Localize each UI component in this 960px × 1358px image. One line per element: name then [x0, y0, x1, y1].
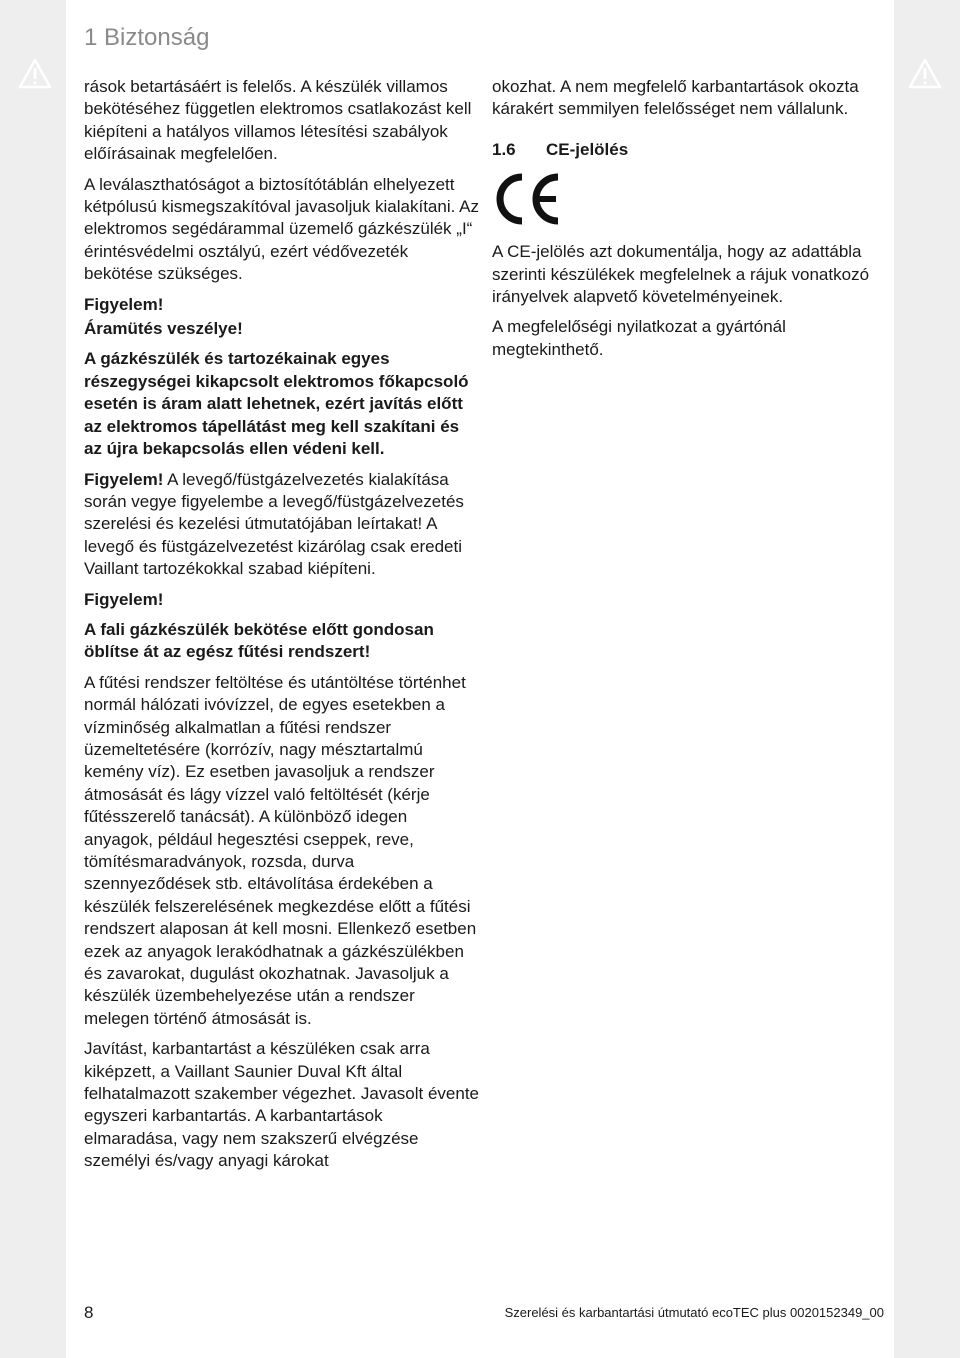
section-heading	[492, 139, 884, 161]
warning-triangle-icon	[18, 58, 52, 90]
warning-label: Figyelem!	[84, 294, 164, 314]
left-text-column	[84, 76, 480, 1181]
left-margin-band	[0, 0, 66, 1358]
paragraph: A megfelelőségi nyilatkozat a gyártónál megtekinthető.	[492, 317, 786, 359]
page-header-title: 1 Biztonság	[84, 24, 210, 51]
warning-triangle-icon	[908, 58, 942, 90]
warning-label: Figyelem!	[84, 589, 164, 609]
paragraph: A CE-jelölés azt dokumentálja, hogy az adattábla szerinti készülékek megfelelnek a rájuk vonatkozó irányelvek alapvető követelményeinek.	[492, 242, 870, 307]
paragraph: rások betartásáért is felelős. A készülék villamos bekötéséhez független elektromos csatlakozást kell kiépíteni a hatályos villamos létesítési szabályok előírásainak megfelelően.	[84, 77, 472, 164]
paragraph-text: A levegő/füstgázelvezetés kialakítása során vegye figyelembe a levegő/füstgázelvezetés szerelési és kezelési útmutatójában leírtakat! A levegő és füstgázelvezetést kizárólag csak eredeti Vaillant tartozékokkal szabad kiépíteni.	[84, 469, 464, 579]
page-number: 8	[84, 1303, 94, 1322]
paragraph: A fűtési rendszer feltöltése és utántöltése történhet normál hálózati ivóvízzel, de egyes esetekben a vízminőség alkalmatlan a fűtési rendszer üzemeltetésére (korrózív, nagy mésztartalmú kemény víz). Ez esetben javasoljuk a rendszer átmosását és lágy vízzel való feltöltését (kérje fűtésszerelő tanácsát). A különböző idegen anyagok, például hegesztési cseppek, reve, tömítésmaradványok, rozsda, durva szennyeződések stb. eltávolítása érdekében a készülék felszerelésének megkezdése előtt a fűtési rendszert alaposan át kell mosni. Ellenkező esetben ezek az anyagok lerakódhatnak a gázkészülékben és zavarokat, dugulást okozhatnak. Javasoljuk a készülék üzembehelyezése után a rendszer melegen történő átmosását is.	[84, 672, 477, 1028]
paragraph: okozhat. A nem megfelelő karbantartások okozta kárakért semmilyen felelősséget nem vállalunk.	[492, 77, 859, 119]
warning-label: Figyelem!	[84, 469, 164, 489]
section-title: CE-jelölés	[546, 139, 629, 159]
paragraph: A leválaszthatóságot a biztosítótáblán elhelyezett kétpólusú kismegszakítóval javasoljuk kialakítani. Az elektromos segédárammal üzemelő gázkészülék „I“ érintésvédelmi osztályú, ezért védővezeték bekötése szükséges.	[84, 174, 479, 284]
paragraph: Javítást, karbantartást a készüléken csak arra kiképzett, a Vaillant Saunier Duval Kft által felhatalmazott szakember végezhet. Javasolt évente egyszeri karbantartás. A karbantartások elmaradása, vagy nem szakszerű elvégzése személyi és/vagy anyagi károkat	[84, 1039, 479, 1171]
right-text-column	[492, 76, 884, 369]
section-number: 1.6	[492, 139, 516, 159]
right-margin-band	[894, 0, 960, 1358]
warning-paragraph: A gázkészülék és tartozékainak egyes részegységei kikapcsolt elektromos főkapcsoló esetén is áram alatt lehetnek, ezért javítás előtt az elektromos tápellátást meg kell szakítani és az újra bekapcsolás ellen védeni kell.	[84, 349, 469, 459]
ce-mark-icon	[492, 171, 564, 227]
document-title: Szerelési és karbantartási útmutató ecoTEC plus 0020152349_00	[504, 1305, 884, 1320]
paragraph	[84, 469, 480, 581]
warning-subtitle: Áramütés veszélye!	[84, 319, 243, 339]
warning-paragraph: A fali gázkészülék bekötése előtt gondosan öblítse át az egész fűtési rendszert!	[84, 619, 434, 662]
